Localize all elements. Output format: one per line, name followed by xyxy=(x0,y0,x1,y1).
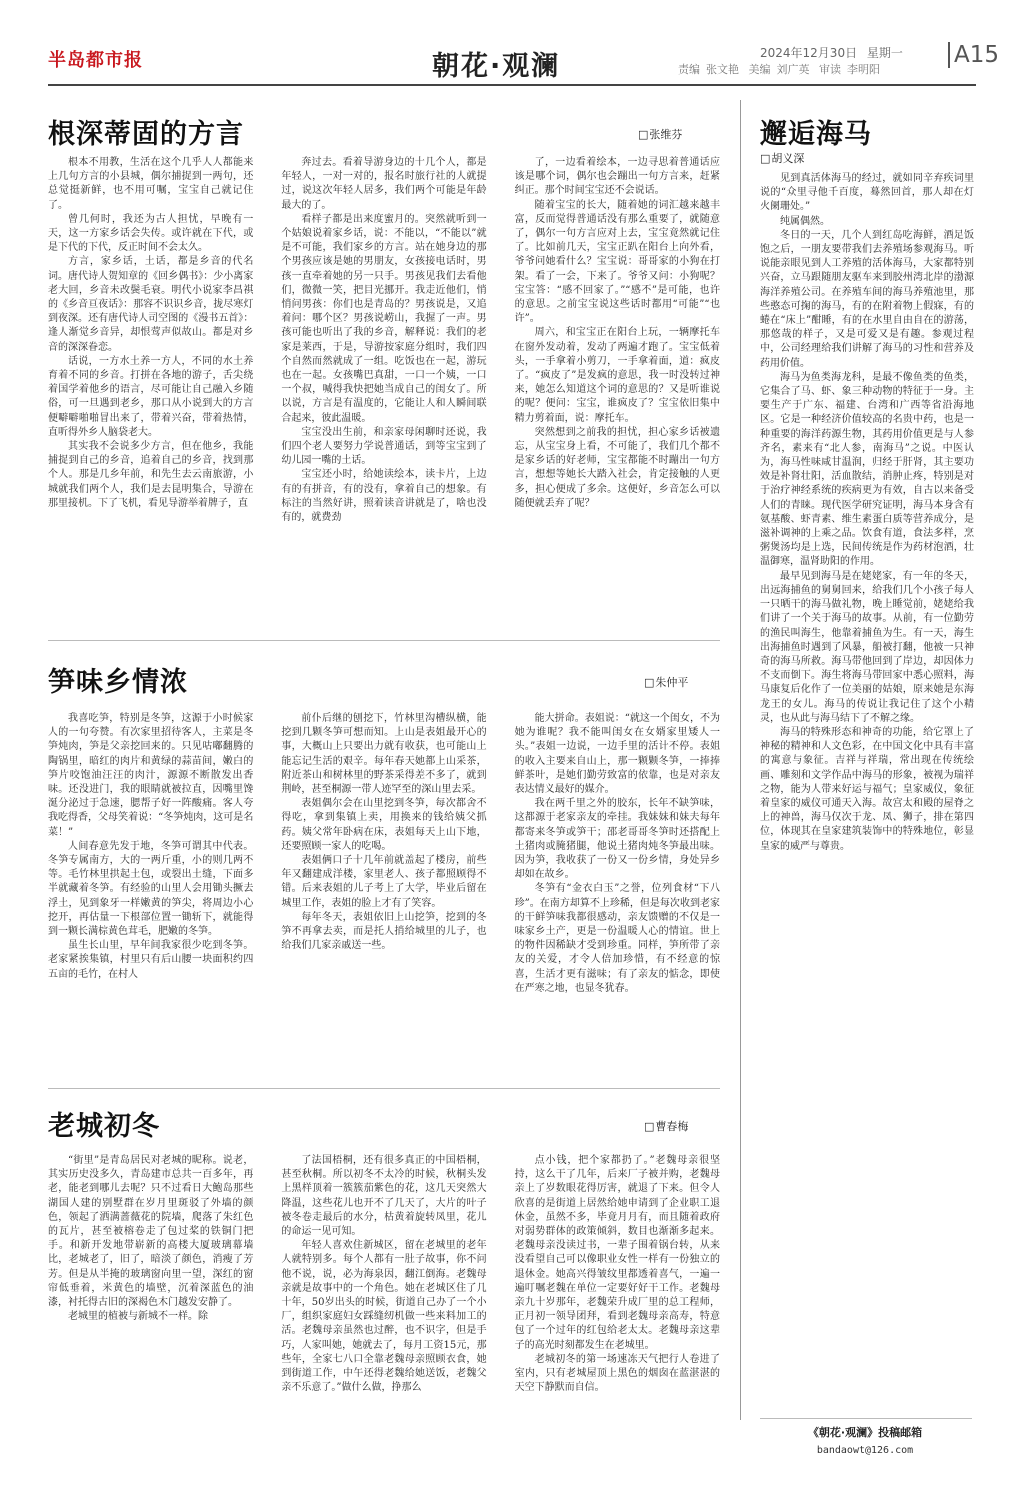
article-title: 笋味乡情浓 xyxy=(48,667,188,698)
article-paragraph: 人间春意先发于地，冬笋可谓其中代表。冬笋专属南方，大的一两斤重，小的则几两不等。毛竹林里拱起土包，或裂出土缝，下面多半就藏着冬笋。有经验的山里人会用锄头撅去浮土，见到象牙一样嫩黄的笋尖，将周边小心挖开，再估量一下根部位置一锄斩下，就能得到一颗长满棕黄色茸毛，肥嫩的冬笋。 xyxy=(48,840,254,938)
column-divider xyxy=(740,100,741,1420)
article-paragraph: 我在两千里之外的胶东，长年不缺笋味，这都源于老家亲友的牵挂。我妹妹和妹夫每年都寄来冬笋或笋干；邵老哥哥冬笋时还搭配上土猪肉或腌猪腿，他说土猪肉炖冬笋最出味。因为笋，我收获了一份又一份乡情，身处异乡却如在故乡。 xyxy=(514,798,720,881)
article-body xyxy=(48,1154,720,1438)
article-paragraph: 老城初冬的第一场速冻天气把行人卷进了室内，只有老城屋顶上黑色的烟囱在蓝湛湛的天空下静默而自信。 xyxy=(514,1353,720,1394)
article-byline: □ 胡义深 xyxy=(760,150,804,166)
reviewer-label: 审读 xyxy=(819,63,841,76)
designer-name: 刘广英 xyxy=(776,63,810,76)
article-body xyxy=(48,156,720,626)
article-column xyxy=(515,712,720,1074)
article-body xyxy=(48,712,720,1074)
article-paragraph: 话说，一方水土养一方人，不同的水土养育着不同的乡音。打拼在各地的游子，舌尖绕着国学着他乡的语言，尽可能让自己融入乡随俗，可一旦遇到老乡，那口从小说到大的方言便噼噼啪啪冒出来了，带着兴奋，带着热情，直听得外乡人脑袋老大。 xyxy=(48,355,254,438)
submission-email[interactable]: bandaowt@126.com xyxy=(816,1445,914,1456)
article-paragraph: 突然想到之前我的担忧，担心家乡话被遗忘，从宝宝身上看，不可能了，我们几个都不是家乡话的好老师，宝宝都能不时蹦出一句方言，想想等她长大踏入社会，肯定接触的人更多，担心便成了多余。这便好，乡音怎么可以随便就丢弃了呢？ xyxy=(514,426,720,509)
article-title: 老城初冬 xyxy=(48,1111,160,1142)
article-column xyxy=(281,156,486,626)
reviewer-name: 李明阳 xyxy=(847,63,880,76)
article-paragraph: 了法国梧桐，还有很多真正的中国梧桐，甚至秋桐。所以初冬不太冷的时候，秋桐头发上黑样顶着一簇簇茄紫色的花，这几天突然大降温，这些花儿也开不了几天了，大片的叶子被冬卷走最后的水分，枯黄着旋转凤里，花儿的命运一见可知。 xyxy=(281,1155,487,1238)
section-title: 朝花·观澜 xyxy=(432,51,561,82)
article-separator xyxy=(48,640,720,641)
article-paragraph: 表姐俩口子十几年前就盖起了楼房，前些年又翻建成洋楼，家里老人、孩子都照顾得不错。后来表姐的儿子考上了大学，毕业后留在城里工作，表姐的脸上才有了笑容。 xyxy=(281,855,487,909)
article-column xyxy=(760,172,974,1406)
staff-credits xyxy=(678,61,886,77)
article-paragraph: 见到真活体海马的经过，就如同辛弃疾词里说的“众里寻他千百度，蓦然回首，那人却在灯火阑珊处。” xyxy=(760,173,974,213)
article-paragraph: 海马为鱼类海龙科，是最不像鱼类的鱼类，它集合了马、虾、象三种动物的特征于一身。主要生产于广东、福建、台湾和广西等省沿海地区。它是一种经济价值较高的名贵中药，也是一种重要的海洋药源生物，其药用价值更是与人参齐名，素来有“北人参，南海马”之说。中医认为，海马性味咸甘温润，归经于肝肾，其主要功效是补肾壮阳，活血散结，消肿止疼，特别是对于治疗神经系统的疾病更为有效，自古以来备受人们的青睐。现代医学研究证明，海马本身含有氨基酸、虾青素、维生素蛋白质等营养成分，是滋补调神的上乘之品。饮食有道，食法多样，烹粥煲汤均是上选，民间传统是作为药材泡酒，壮温御寒，温肾助阳的作用。 xyxy=(760,371,974,568)
article-byline: □ 朱仲平 xyxy=(644,674,688,690)
article-column xyxy=(515,1154,720,1438)
article-paragraph: 点小钱，把个家都扔了。”老魏母亲很坚持，这么干了几年，后来厂子被并购，老魏母亲上了岁数眼花得厉害，就退了下来。但令人欣喜的是街道上居然给她申请到了企业职工退休金，虽然不多，毕竟月月有，而且随着政府对弱势群体的政策倾斜，数目也渐渐多起来。老魏母亲没读过书，一辈子围着锅台转，从来没看望自己可以像职业女性一样有一份独立的退休金。她高兴得皱纹里都透着喜气，一遍一遍叮嘱老魏在单位一定要好好干工作。老魏母亲九十岁那年，老魏荣升成厂里的总工程师，正月初一领导团拜，看到老魏母亲高寿，特意包了一个过年的红包给老太太。老魏母亲这辈子的高光时刻都发生在老城里。 xyxy=(514,1155,720,1351)
article-column xyxy=(515,156,720,626)
article-paragraph: 周六，和宝宝正在阳台上玩，一辆摩托车在窗外发动着，发动了两遍才跑了。宝宝低着头，一手拿着小剪刀，一手拿着面，道：疯皮了。“疯皮了”是发疯的意思，我一时没转过神来，她怎么知道这个词的意思的？又是听谁说的呢？便问：宝宝，谁疯皮了？宝宝依旧集中精力剪着面，说：摩托车。 xyxy=(514,327,720,424)
article-column xyxy=(48,156,253,626)
issue-date xyxy=(760,44,903,61)
article-paragraph: 最早见到海马是在姥姥家，有一年的冬天，出远海捕鱼的舅舅回来，给我们几个小孩子每人一只晒干的海马做礼物，晚上睡觉前，姥姥给我们讲了一个关于海马的故事。从前，有一位勤劳的渔民叫海生，他靠着捕鱼为生。有一天，海生出海捕鱼时遇到了风暴，船被打翻，他被一只神奇的海马所救。海马带他回到了岸边，却因体力不支而倒下。海生将海马带回家中悉心照料，海马康复后化作了一位美丽的姑娘，原来她是东海龙王的女儿。海马的传说让我记住了这个小精灵，也从此与海马结下了不解之缘。 xyxy=(760,570,974,724)
article-paragraph: 看样子都是出来度蜜月的。突然就听到一个姑娘说着家乡话，说：不能以，“不能以”就是不可能，我们家乡的方言。站在她身边的那个男孩应该是她的男朋友，女孩接电话时，男孩一直牵着她的另一只手。男孩见我们去看他们，微微一笑，把目光挪开。我走近他们，悄悄问男孩：你们也是青岛的？男孩说是，又追着问：哪个区？男孩说崂山，我握了一声。男孩可能也听出了我的乡音，解释说：我们的老家是莱西，于是，导游按家庭分组时，我们四个自然而然就成了一组。吃饭也在一起，游玩也在一起。女孩嘴巴真甜，一口一个姨，一口一个叔，喊得我快把她当成自己的闺女了。所以说，方言是有温度的，它能让人和人瞬间联合起来，彼此温暖。 xyxy=(281,213,487,424)
article-paragraph: 每年冬天，表姐依旧上山挖笋，挖到的冬笋不再拿去卖，而是托人捎给城里的儿子，也给我们几家亲戚送一些。 xyxy=(281,911,487,952)
newspaper-logo: 半岛都市报 xyxy=(48,50,143,71)
article-column xyxy=(281,712,486,1074)
article-paragraph: 宝宝还小时，给她读绘本，读卡片，上边有的有拼音，有的没有，拿着自己的想象。有标注的当然好讲，照着读音讲就是了，啥也没有的，就费劲 xyxy=(281,469,487,524)
submission-label: 《朝花·观澜》投稿邮箱 xyxy=(807,1426,923,1439)
article-separator xyxy=(48,1088,720,1089)
article-paragraph: 冬日的一天，几个人到红岛吃海鲜，酒足饭饱之后，一朋友要带我们去养殖场参观海马。听说能亲眼见到人工养殖的活体海马，大家都特别兴奋，立马跟随朋友驱车来到胶州湾北岸的渤源海洋养殖公司。在养殖车间的海马养殖池里，那些憨态可掬的海马，有的在附着物上假寐，有的蜷在“床上”酣睡，有的在水里自由自在的游荡，那悠哉的样子，又是可爱又是有趣。参观过程中，公司经理给我们讲解了海马的习性和营养及药用价值。 xyxy=(760,229,974,369)
article-paragraph: 宝宝没出生前，和亲家母闲聊时还说，我们四个老人要努力学说普通话，到等宝宝到了幼儿园一嘴的土话。 xyxy=(281,426,487,467)
article-title: 根深蒂固的方言 xyxy=(48,119,244,150)
article-paragraph: 能大拼命。表姐说：“就这一个闺女，不为她为谁呢？我不能叫闺女在女婿家里矮人一头。”表姐一边说，一边手里的活计不停。表姐的收入主要来自山上，那一颗颗冬笋，一捧捧鲜茶叶，是她们勤劳致富的依靠，也是对亲友表达情义最好的媒介。 xyxy=(514,713,720,796)
article-paragraph: 冬笋有“金衣白玉”之誉，位列食材“下八珍”。在南方却算不上珍稀，但是每次收到老家的干鲜笋味我都很感动，亲友馈赠的不仅是一味家乡土产，更是一份温暖人心的情谊。世上的物件因稀缺才受到珍重。同样，笋所带了亲友的关爱，才令人倍加珍惜，有不经意的惊喜，生活才更有滋味；有了亲友的惦念，即使在严寒之地，也显冬犹春。 xyxy=(514,883,720,994)
article-bamboo-shoot xyxy=(48,660,720,1080)
article-paragraph: 我喜吃笋，特别是冬笋，这源于小时候家人的一句夸赞。有次家里招待客人，主菜是冬笋炖肉，笋是父亲挖回来的。只见咕嘟翻腾的陶锅里，暗红的肉片和黄绿的蒜苗间，嫩白的笋片咬饱油汪汪的肉汁，源源不断散发出香味。还没进门，我的眼睛就被拉直，因嘴里馋涎分泌过于急速，腮帮子好一阵酸痛。客人夸我吃得香，父母笑着说：“冬笋炖肉，这可是名菜！” xyxy=(48,713,254,838)
article-paragraph: 虽生长山里，早年间我家很少吃到冬笋。老家紧挨集镇，村里只有后山腰一块面积约四五亩的毛竹，在村人 xyxy=(48,940,254,980)
article-seahorse xyxy=(760,112,974,1412)
editor-label: 责编 xyxy=(678,63,700,76)
date-text: 2024年12月30日 xyxy=(760,46,858,60)
article-old-city xyxy=(48,1104,720,1444)
article-paragraph: 奔过去。看着导游身边的十几个人，都是年轻人，一对一对的，报名时旅行社的人就提过，说这次年轻人居多，我们两个可能是年龄最大的了。 xyxy=(281,157,487,211)
article-paragraph: 前仆后继的刨挖下，竹林里沟槽纵横，能挖到几颗冬笋可想而知。上山是表姐最开心的事，大概山上只要出力就有收获，也可能山上能忘记生活的艰辛。每年春天她都上山采茶，附近茶山和树林里的野茶采得差不多了，就到荆岭，甚至桐源一带人迹罕至的深山里去采。 xyxy=(281,713,487,796)
masthead xyxy=(48,40,1000,82)
article-paragraph: 纯属偶然。 xyxy=(780,215,830,227)
article-body xyxy=(760,172,974,1406)
article-column xyxy=(281,1154,486,1438)
page-number: A15 xyxy=(948,42,999,68)
article-byline: □ 曹春梅 xyxy=(644,1118,688,1134)
article-paragraph: 其实我不会说多少方言，但在他乡，我能捕捉到自己的乡音，追着自己的乡音，找到那个人。那是几乡年前，和先生去云南旅游，小城就我们两个人，我们是去昆明集合，导游在那里接机。下了飞机，看见导游举着牌子，直 xyxy=(48,441,254,509)
article-column xyxy=(48,712,253,1074)
article-paragraph: 曾几何时，我还为古人担忧，早晚有一天，这一方家乡话会失传。或许就在下代，或是下代的下代，反正时间不会太久。 xyxy=(48,213,254,254)
article-paragraph: 表姐偶尔会在山里挖到冬笋，每次都舍不得吃，拿到集镇上卖，用换来的钱给姨父抓药。姨父常年卧病在床，表姐每天上山下地，还要照顾一家人的吃喝。 xyxy=(281,798,487,852)
article-paragraph: 随着宝宝的长大，随着她的词汇越来越丰富，反而觉得普通话没有那么重要了，就随意了，偶尔一句方言应对上去，宝宝竟然就记住了。比如前几天，宝宝正趴在阳台上向外看，爷爷问她看什么？宝宝说：哥哥家的小狗在打架。看了一会，下来了。爷爷又问：小狗呢？宝宝答：“感不回家了。”“感不”是可能，也许的意思。之前宝宝说这些话时都用“可能”“也许”。 xyxy=(514,199,720,325)
submission-info xyxy=(760,1424,970,1456)
editor-name: 张文艳 xyxy=(706,63,739,76)
article-paragraph: 方言，家乡话，土话，都是乡音的代名词。唐代诗人贺知章的《回乡偶书》：少小离家老大回，乡音未改鬓毛衰。明代小说家李昌祺的《乡音亘夜话》：那容不识识乡音，拢尽寒灯到夜深。还有唐代诗人司空图的《漫书五首》：逢人渐觉乡音异，却恨莺声似故山。都是对乡音的深深眷恋。 xyxy=(48,256,254,353)
article-byline: □ 张维芬 xyxy=(638,126,682,142)
article-paragraph: 老城里的植被与新城不一样。除 xyxy=(68,1311,208,1323)
article-title: 邂逅海马 xyxy=(760,119,872,150)
article-paragraph: 年轻人喜欢住新城区，留在老城里的老年人就特别多。每个人都有一肚子故事，你不问他不说，说，必为海泉因，翻江倒海。老魏母亲就是故事中的一个角色。她在老城区住了几十年，50岁出头的时候，街道自己办了一个小厂，组织家庭妇女踩缝纫机做一些来料加工的活。老魏母亲虽然也过醉，也不识字，但是手巧，人家叫她，她就去了，每月工资15元，那些年，全家七八口全靠老魏母亲照顾衣食，她到街道工作，中午还得老魏给她送饭，老魏父亲不乐意了。”做什么做，挣那么 xyxy=(281,1240,487,1394)
article-dialect xyxy=(48,112,720,632)
footer-rule xyxy=(760,1418,972,1419)
article-paragraph: 了，一边看着绘本，一边寻思着普通话应该是哪个词，偶尔也会蹦出一句方言来，赶紧纠正。那个时间宝宝还不会说话。 xyxy=(514,157,720,197)
article-paragraph: 根本不用教，生活在这个几乎人人都能来上几句方言的小县城，偶尔捕捉到一两句，还总觉挺新鲜，也不用可嘱，宝宝自己就记住了。 xyxy=(48,157,254,211)
designer-label: 美编 xyxy=(748,63,771,76)
article-column xyxy=(48,1154,253,1438)
masthead-rule xyxy=(48,84,976,86)
article-paragraph: 海马的特殊形态和神奇的功能，给它罩上了神秘的精神和人文色彩，在中国文化中具有丰富的寓意与象征。吉祥与祥瑞，常出现在传统绘画、雕刻和文学作品中海马的形象，被视为瑞祥之物，能为人带来好运与福气；皇家威仪，象征着皇家的威仪可通天入海。故宫太和殿的屋脊之上的神兽，海马仅次于龙、凤、狮子，排在第四位，体现其在皇家建筑装饰中的特殊地位，彰显皇家的威严与尊贵。 xyxy=(760,726,974,852)
weekday-text: 星期一 xyxy=(866,46,903,60)
article-paragraph: “街里”是青岛居民对老城的昵称。说老，其实历史没多久，青岛建市总共一百多年，再老，能老到哪儿去呢？只不过看日大鲍岛那些湖国人建的别墅群在岁月里斑驳了外墙的颜色，领起了洒满蔷薇花的院墙，爬落了朱红色的瓦片，甚至被榕卷走了包过桨的铁铜门把手。和新开发地带崭新的高楼大厦玻璃幕墙比，老城老了，旧了，暗淡了颜色，消瘦了芳芳。但是从半掩的玻璃窗向里一望，深红的窗帘低垂着，米黄色的墙壁，沉着深蓝色的油漆，衬托得古旧的深褐色木门越发安静了。 xyxy=(48,1155,254,1309)
